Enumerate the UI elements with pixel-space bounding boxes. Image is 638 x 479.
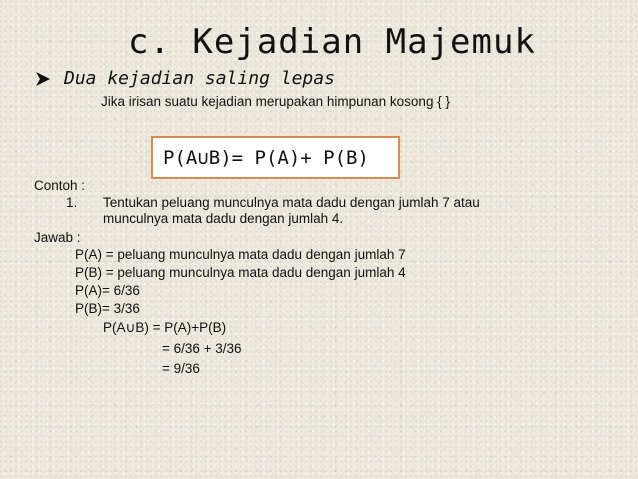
bullet-row (34, 68, 335, 89)
example-label: Contoh : (34, 178, 86, 193)
slide-title: c. Kejadian Majemuk (128, 22, 536, 62)
formula-box (151, 136, 400, 179)
arrow-bullet-icon (34, 71, 52, 87)
answer-line-7: = 9/36 (162, 361, 200, 376)
answer-line-1: P(A) = peluang munculnya mata dadu dengan jumlah 7 (75, 247, 406, 262)
answer-line-5: P(A∪B) = P(A)+P(B) (103, 320, 227, 335)
answer-line-2: P(B) = peluang munculnya mata dadu dengan jumlah 4 (75, 265, 406, 280)
answer-line-6: = 6/36 + 3/36 (162, 341, 242, 356)
example-number: 1. (66, 195, 78, 210)
example-line-2: munculnya mata dadu dengan jumlah 4. (103, 211, 344, 226)
answer-label: Jawab : (34, 230, 81, 245)
answer-line-4: P(B)= 3/36 (75, 301, 140, 316)
example-line-1: Tentukan peluang munculnya mata dadu dengan jumlah 7 atau (103, 195, 480, 210)
description: Jika irisan suatu kejadian merupakan himpunan kosong { } (101, 94, 450, 109)
answer-line-3: P(A)= 6/36 (75, 283, 140, 298)
bullet-text: Dua kejadian saling lepas (64, 68, 335, 89)
formula-text: P(A∪B)= P(A)+ P(B) (163, 146, 369, 169)
